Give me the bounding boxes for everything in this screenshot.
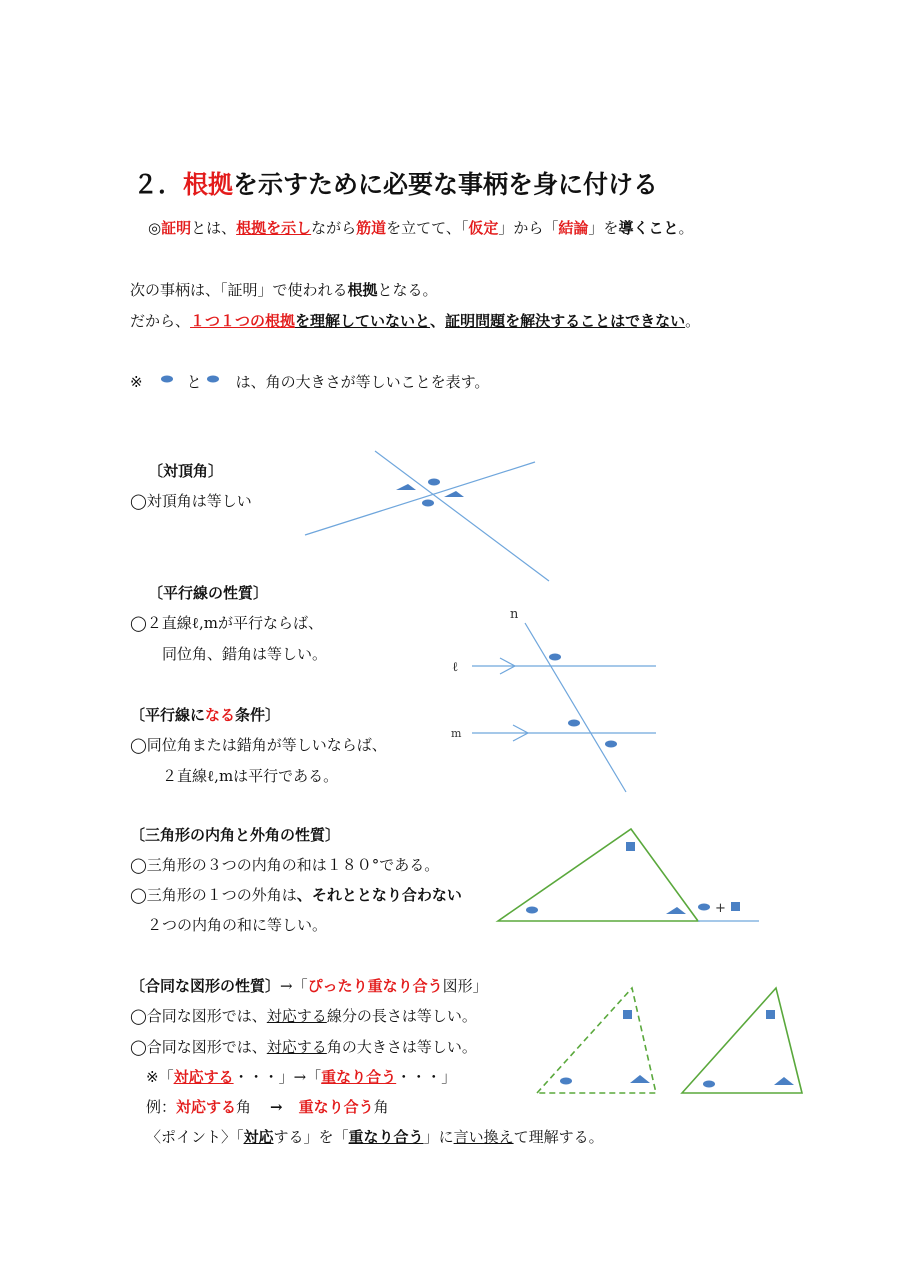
def-show-basis: 根拠を示し [236, 219, 312, 237]
congruent-text: ◯合同な図形では、 [130, 1038, 267, 1056]
heading-red: なる [205, 706, 236, 724]
congruent-red: 重なり合う [298, 1098, 374, 1116]
congruent-corresponding: 対応する [266, 1007, 327, 1025]
intro-text: 次の事柄は、「証明」で使われる [130, 281, 348, 299]
intro-comma: 、 [430, 312, 446, 330]
note-mark: ※ [130, 373, 143, 391]
note-text: は、角の大きさが等しいことを表す。 [235, 373, 490, 391]
parallel-condition-2: ２直線ℓ,mは平行である。 [162, 767, 339, 785]
angle-triangle-mark-icon [774, 1077, 794, 1085]
def-text: 」を [588, 219, 619, 237]
congruent-red: 対応する [176, 1098, 237, 1116]
def-reasoning: 筋道 [356, 219, 387, 237]
congruent-arrow: → [270, 1098, 283, 1116]
title-number: ２． [133, 170, 184, 199]
congruent-text: ・・・」→「 [233, 1068, 322, 1086]
congruent-corresponding: 対応する [266, 1038, 327, 1056]
parallel-condition-1: ◯同位角または錯角が等しいならば、 [130, 736, 387, 754]
note-to: と [186, 373, 202, 391]
congruent-red: 対応する [173, 1068, 234, 1086]
congruent-text: て理解する。 [513, 1128, 604, 1146]
def-text: 」から「 [498, 219, 559, 237]
triangle-heading: 〔三角形の内角と外角の性質〕 [130, 826, 341, 844]
def-mark: ◎ [148, 219, 162, 237]
intro-understand: を理解していないと [295, 312, 431, 330]
label-l: ℓ [452, 660, 459, 675]
intro-each-basis: １つ１つの根拠 [190, 312, 296, 330]
heading-text: 条件〕 [235, 706, 281, 724]
congruent-text: 例： [146, 1098, 177, 1116]
congruent-text: 角 [236, 1098, 267, 1116]
congruent-bold: 重なり合う [348, 1128, 424, 1146]
angle-square-mark-icon [623, 1010, 632, 1019]
intro-text: 。 [685, 312, 701, 330]
title-keyword: 根拠 [183, 170, 234, 199]
label-m: m [451, 727, 462, 740]
triangle-text-bold: それと [311, 886, 357, 904]
triangle-statement-3: ２つの内角の和に等しい。 [147, 916, 328, 934]
intro-text: だから、 [130, 312, 191, 330]
angle-triangle-mark-icon [630, 1075, 650, 1083]
congruent-red: 重なり合う [321, 1068, 397, 1086]
congruent-text: する」を「 [273, 1128, 349, 1146]
congruent-text: 」に [423, 1128, 454, 1146]
plus-sign: + [715, 901, 726, 916]
angle-mark-icon [703, 1081, 715, 1088]
def-text: 。 [678, 219, 694, 237]
congruent-text: 線分の長さは等しい。 [326, 1007, 477, 1025]
triangle-text-bold: となり合わない [356, 886, 462, 904]
def-hypothesis: 仮定 [468, 219, 499, 237]
congruent-text: ◯合同な図形では、 [130, 1007, 267, 1025]
angle-square-mark-icon [766, 1010, 775, 1019]
heading-text: 〔平行線に [130, 706, 206, 724]
congruent-text: ・・・」 [396, 1068, 457, 1086]
intro-text: となる。 [377, 281, 438, 299]
def-proof: 証明 [161, 219, 192, 237]
triangle-text: 、 [296, 886, 312, 904]
congruent-bold: 対応 [243, 1128, 274, 1146]
triangle-text: ◯三角形の１つの外角は [130, 886, 297, 904]
label-n: n [510, 607, 519, 622]
parallel-statement-2: 同位角、錯角は等しい。 [162, 645, 328, 663]
congruent-underline: 言い換え [453, 1128, 514, 1146]
congruent-heading-text: 〔合同な図形の性質〕 [130, 977, 281, 995]
parallel-statement-1: ◯２直線ℓ,mが平行ならば、 [130, 614, 323, 632]
def-derive: 導くこと [618, 219, 679, 237]
angle-mark-icon [560, 1078, 572, 1085]
def-text: とは、 [191, 219, 237, 237]
triangle-statement-1: ◯三角形の３つの内角の和は１８０°である。 [130, 856, 440, 874]
parallel-heading: 〔平行線の性質〕 [148, 584, 269, 602]
congruent-text: 〈ポイント〉「 [146, 1128, 244, 1146]
def-text: を立てて、「 [386, 219, 469, 237]
congruent-heading-text: 図形」 [442, 977, 488, 995]
def-text: ながら [311, 219, 357, 237]
intro-cannot-solve: 証明問題を解決することはできない [445, 312, 686, 330]
congruent-text: ※「 [146, 1068, 174, 1086]
vertical-statement: ◯対頂角は等しい [130, 492, 252, 510]
def-conclusion: 結論 [558, 219, 589, 237]
intro-basis: 根拠 [347, 281, 378, 299]
congruent-text: 角の大きさは等しい。 [326, 1038, 477, 1056]
congruent-heading-arrow: →「 [280, 977, 308, 995]
congruent-heading-red: ぴったり重なり合う [307, 977, 443, 995]
title-rest: を示すために必要な事柄を身に付ける [233, 170, 659, 199]
vertical-heading: 〔対頂角〕 [148, 462, 224, 480]
congruent-text: 角 [373, 1098, 389, 1116]
